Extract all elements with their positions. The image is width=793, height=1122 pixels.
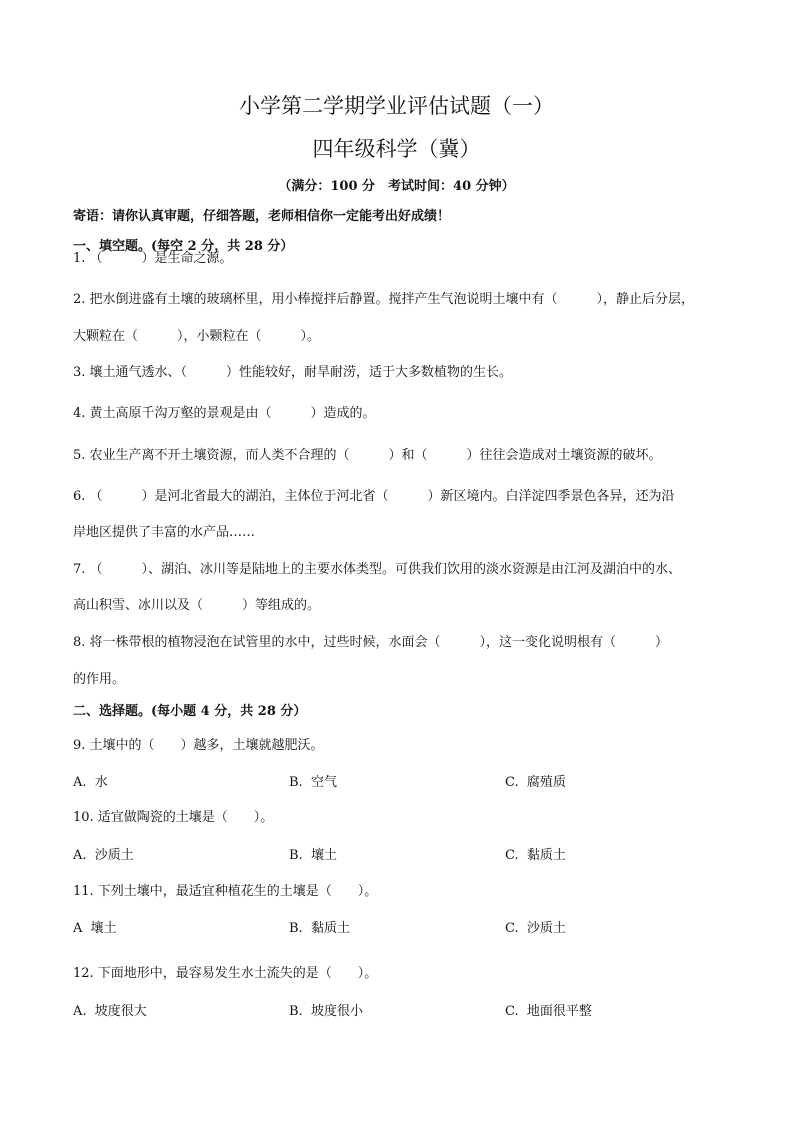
option-c: C. 腐殖质 [505,775,566,790]
option-b: B. 黏质土 [289,921,350,936]
option-a: A. 沙质土 [73,848,134,863]
section2-heading: 二、选择题。(每小题 4 分，共 28 分） [73,704,307,719]
message: 寄语：请你认真审题，仔细答题，老师相信你一定能考出好成绩！ [73,209,451,224]
question-line: 7. （ ）、湖泊、冰川等是陆地上的主要水体类型。可供我们饮用的淡水资源是由江河及湖泊中的水、 [73,562,682,577]
option-c: C. 地面很平整 [505,1004,592,1019]
option-c: C. 沙质土 [505,921,566,936]
exam-title: 小学第二学期学业评估试题（一） [239,94,554,118]
score-info: （满分：100 分 考试时间：40 分钟） [278,179,515,194]
question-line: 大颗粒在（ ），小颗粒在（ ）。 [73,329,321,344]
option-b: B. 坡度很小 [289,1004,363,1019]
option-b: B. 壤土 [289,848,337,863]
question-line: 高山积雪、冰川以及（ ）等组成的。 [73,598,321,613]
option-a: A. 水 [73,775,108,790]
exam-subtitle: 四年级科学（冀） [312,137,481,161]
question-line: 5. 农业生产离不开土壤资源，而人类不合理的（ ）和（ ）往往会造成对土壤资源的破坏。 [73,448,662,463]
option-c: C. 黏质土 [505,848,566,863]
option-a: A 壤土 [73,921,117,936]
question-line: 1. （ ）是生命之源。 [73,251,233,266]
section1-heading: 一、填空题。(每空 2 分，共 28 分） [73,239,294,254]
option-a: A. 坡度很大 [73,1004,147,1019]
question-stem: 10. 适宜做陶瓷的土壤是（ ）。 [73,810,274,825]
question-line: 6. （ ）是河北省最大的湖泊，主体位于河北省（ ）新区境内。白洋淀四季景色各异，还为沿 [73,489,675,504]
option-b: B. 空气 [289,775,337,790]
question-line: 8. 将一株带根的植物浸泡在试管里的水中，过些时候，水面会（ ），这一变化说明根有（ ） [73,635,669,650]
question-stem: 11. 下列土壤中，最适宜种植花生的土壤是（ ）。 [73,884,378,899]
question-stem: 12. 下面地形中，最容易发生水土流失的是（ ）。 [73,966,378,981]
question-stem: 9. 土壤中的（ ）越多，土壤就越肥沃。 [73,738,324,753]
question-line: 岸地区提供了丰富的水产品…… [73,525,256,540]
question-line: 的作用。 [73,672,126,687]
question-line: 3. 壤土通气透水、（ ）性能较好，耐旱耐涝，适于大多数植物的生长。 [73,365,513,380]
question-line: 2. 把水倒进盛有土壤的玻璃杯里，用小棒搅拌后静置。搅拌产生气泡说明土壤中有（ ），静止后分层， [73,292,695,307]
question-line: 4. 黄土高原千沟万壑的景观是由（ ）造成的。 [73,406,376,421]
